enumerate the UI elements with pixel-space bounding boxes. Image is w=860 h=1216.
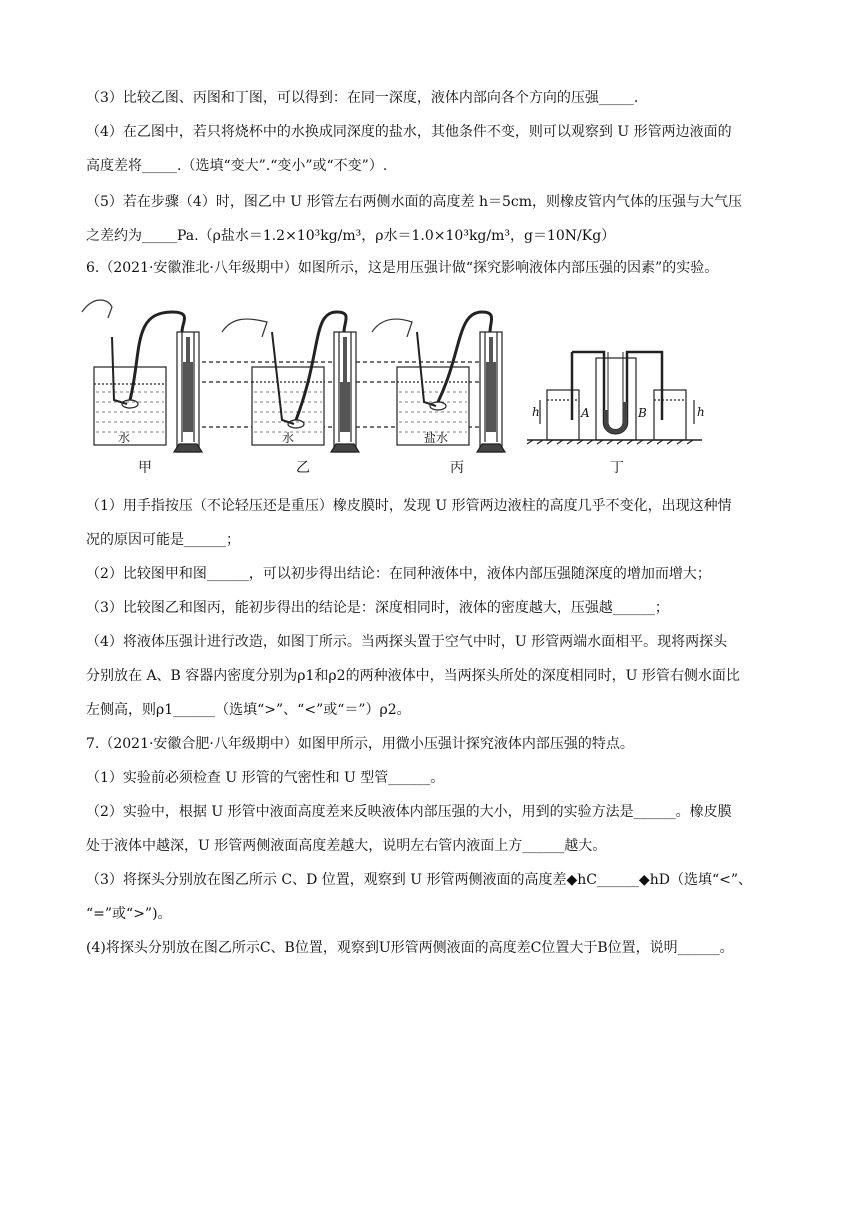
text-line: （4）在乙图中，若只将烧杯中的水换成同深度的盐水，其他条件不变，则可以观察到 U 形管两边液面的 bbox=[86, 124, 732, 140]
label-B: B bbox=[638, 406, 647, 420]
text-line: （2）比较图甲和图______，可以初步得出结论：在同种液体中，液体内部压强随深度的增加而增大； bbox=[86, 566, 711, 582]
label-water-1: 水 bbox=[118, 431, 131, 445]
caption-jia: 甲 bbox=[138, 460, 152, 476]
label-water-2: 水 bbox=[282, 431, 295, 445]
question-6-heading: 6.（2021·安徽淮北·八年级期中）如图所示，这是用压强计做“探究影响液体内部压强的因素”的实验。 bbox=[86, 260, 719, 276]
text-line: （5）若在步骤（4）时，图乙中 U 形管左右两侧水面的高度差 h＝5cm，则橡皮管内气体的压强与大气压 bbox=[86, 194, 743, 210]
text-line: （4）将液体压强计进行改造，如图丁所示。当两探头置于空气中时，U 形管两端水面相平。现将两探头 bbox=[86, 634, 728, 650]
text-line: （2）实验中，根据 U 形管中液面高度差来反映液体内部压强的大小，用到的实验方法是______。橡皮膜 bbox=[86, 804, 732, 820]
text-line: 左侧高，则ρ1______（选填“>”、“<”或“＝”）ρ2。 bbox=[86, 702, 411, 718]
label-A: A bbox=[581, 406, 590, 420]
text-line: (4)将探头分别放在图乙所示C、B位置，观察到U形管两侧液面的高度差C位置大于B位置，说明______。 bbox=[86, 940, 734, 956]
label-saltwater: 盐水 bbox=[424, 431, 449, 445]
text-line: （3）比较图乙和图丙，能初步得出的结论是：深度相同时，液体的密度越大，压强越______； bbox=[86, 600, 669, 616]
text-line: “=”或“>”)。 bbox=[86, 906, 172, 922]
text-line: （1）实验前必须检查 U 形管的气密性和 U 型管______。 bbox=[86, 770, 445, 786]
text-line: （1）用手指按压（不论轻压还是重压）橡皮膜时，发现 U 形管两边液柱的高度几乎不变化，出现这种情 bbox=[86, 498, 732, 514]
question-7-heading: 7.（2021·安徽合肥·八年级期中）如图甲所示，用微小压强计探究液体内部压强的特点。 bbox=[86, 736, 634, 752]
text-line: 处于液体中越深，U 形管两侧液面高度差越大，说明左右管内液面上方______越大。 bbox=[86, 838, 607, 854]
text-line: 况的原因可能是______； bbox=[86, 532, 240, 548]
text-line: （3）比较乙图、丙图和丁图，可以得到：在同一深度，液体内部向各个方向的压强_____. bbox=[86, 90, 639, 106]
caption-yi: 乙 bbox=[296, 460, 310, 476]
label-h-right: h bbox=[697, 405, 705, 419]
caption-ding: 丁 bbox=[610, 460, 624, 476]
experiment-figure bbox=[82, 292, 705, 482]
label-h-left: h bbox=[532, 405, 540, 419]
text-line: 分别放在 A、B 容器内密度分别为ρ1和ρ2的两种液体中，当两探头所处的深度相同时，U 形管右侧水面比 bbox=[86, 668, 740, 684]
caption-bing: 丙 bbox=[450, 460, 464, 476]
text-line: 之差约为_____Pa.（ρ盐水＝1.2×10³kg/m³，ρ水＝1.0×10³kg/m³，g＝10N/Kg） bbox=[86, 228, 616, 244]
text-line: 高度差将_____.（选填“变大”.“变小”或“不变”）. bbox=[86, 158, 388, 174]
text-line: （3）将探头分别放在图乙所示 C、D 位置，观察到 U 形管两侧液面的高度差◆hC______◆hD（选填“<”、 bbox=[86, 872, 752, 888]
